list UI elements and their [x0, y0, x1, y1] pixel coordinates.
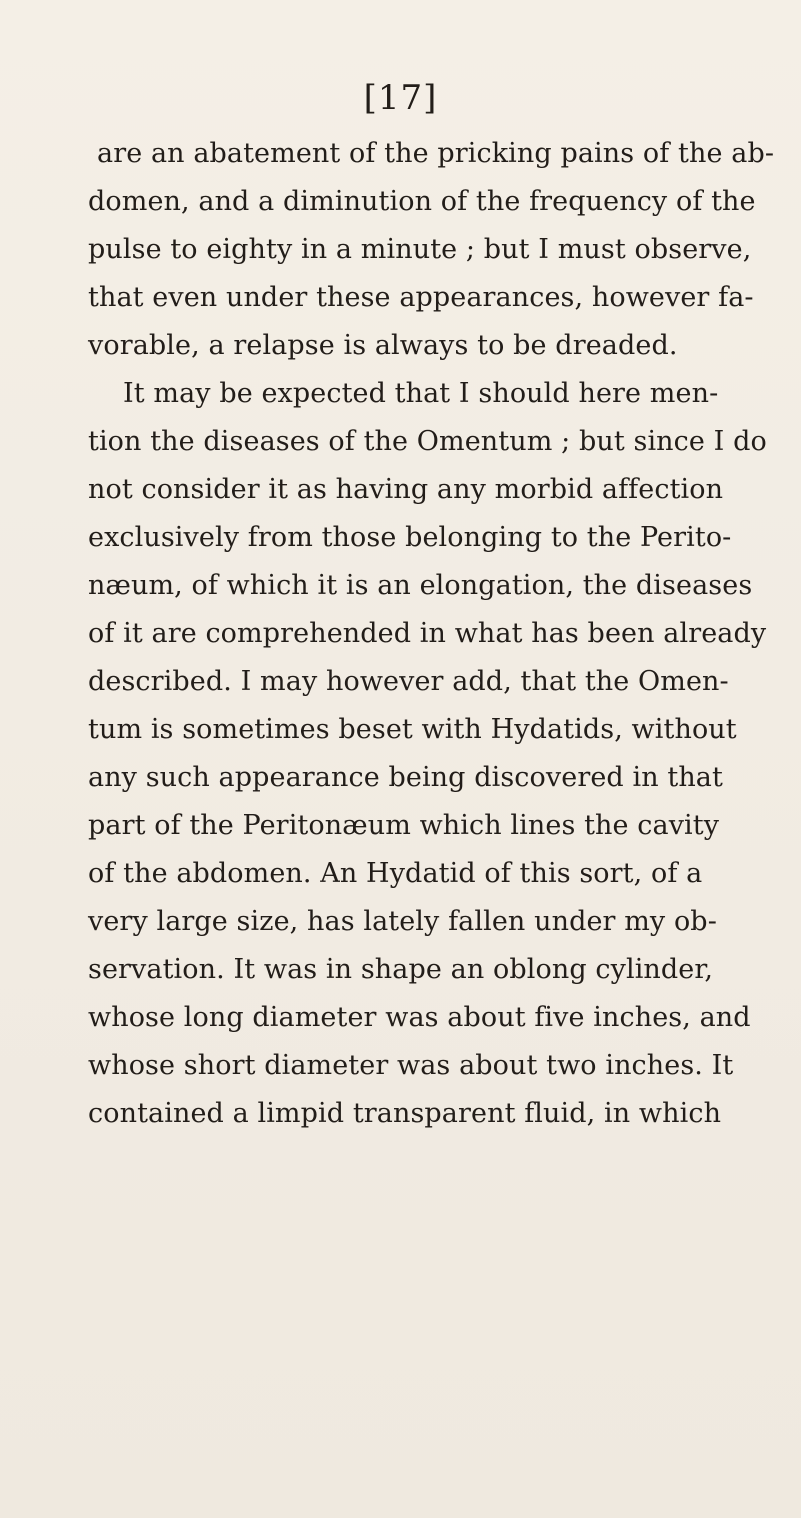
text-line: exclusively from those belonging to the Perito- — [88, 522, 732, 553]
text-line: are an abatement of the pricking pains of the ab- — [97, 138, 775, 169]
text-line: whose long diameter was about five inches, and — [88, 1002, 751, 1033]
text-line: that even under these appearances, however fa- — [88, 282, 754, 313]
text-line: domen, and a diminution of the frequency of the — [88, 186, 756, 217]
text-line: tion the diseases of the Omentum ; but since I do — [88, 426, 767, 457]
text-line: It may be expected that I should here men- — [123, 378, 719, 409]
text-line: næum, of which it is an elongation, the diseases — [88, 570, 753, 601]
text-line: described. I may however add, that the Omen- — [88, 666, 729, 697]
text-line: of the abdomen. An Hydatid of this sort, of a — [88, 858, 703, 889]
page-number: [17] — [363, 78, 438, 118]
text-line: not consider it as having any morbid affection — [88, 474, 724, 505]
text-line: any such appearance being discovered in that — [88, 762, 723, 793]
text-line: of it are comprehended in what has been already — [88, 618, 767, 649]
text-line: vorable, a relapse is always to be dreaded. — [88, 330, 678, 361]
text-line: contained a limpid transparent fluid, in which — [88, 1098, 722, 1129]
text-line: very large size, has lately fallen under my ob- — [88, 906, 717, 937]
text-line: servation. It was in shape an oblong cylinder, — [88, 954, 714, 985]
text-line: part of the Peritonæum which lines the cavity — [88, 810, 720, 841]
text-line: whose short diameter was about two inches. It — [88, 1050, 734, 1081]
text-line: pulse to eighty in a minute ; but I must observe, — [88, 234, 752, 265]
text-line: tum is sometimes beset with Hydatids, without — [88, 714, 737, 745]
